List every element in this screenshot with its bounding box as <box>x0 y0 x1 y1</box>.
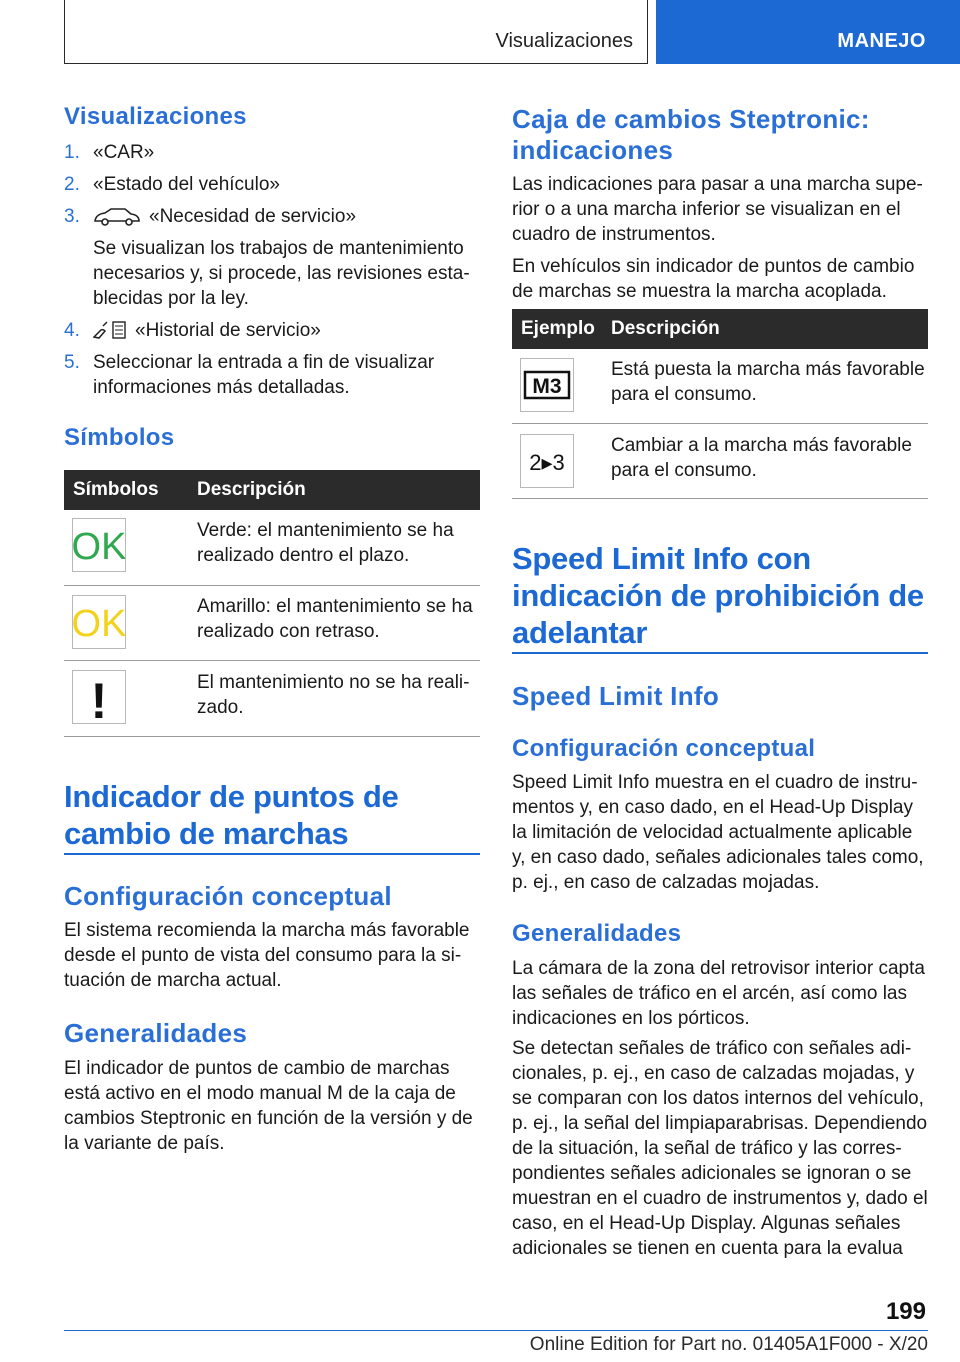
config-text: El sistema recomienda la marcha más favorable desde el punto de vista del consumo para la situación de marcha actual. <box>64 920 470 991</box>
table-cell-description: Verde: el mantenimiento se ha realizado dentro el plazo. <box>197 520 454 566</box>
svg-text:!: ! <box>90 673 108 723</box>
speed-limit-subheading: Speed Limit Info <box>512 681 720 711</box>
config-heading: Configuración conceptual <box>512 735 816 762</box>
caja-paragraph-2: En vehículos sin indicador de puntos de cambio de marchas se muestra la marcha acoplada. <box>512 256 915 302</box>
heading-rule <box>512 652 928 654</box>
config-text: Speed Limit Info muestra en el cuadro de instrumentos y, en caso dado, en el Head-Up Display la limitación de velocidad actualmente aplicable y, en caso dado, señales adicionales tales como, p. ej., en caso de calzadas mojadas. <box>512 772 924 893</box>
ok-green-icon <box>72 518 126 572</box>
table-divider <box>64 660 480 661</box>
footer-edition: Online Edition for Part no. 01405A1F000 - X/20 <box>529 1334 928 1355</box>
svg-text:OK: OK <box>73 526 125 568</box>
generalidades-heading: Generalidades <box>512 920 682 947</box>
generalidades-heading: Generalidades <box>64 1018 248 1048</box>
generalidades-paragraph-1: La cámara de la zona del retrovisor interior capta las señales de tráfico en el arcén, así como las indicaciones en los pórticos. <box>512 958 925 1029</box>
svg-text:OK: OK <box>73 603 125 645</box>
simbolos-table-header: Símbolos Descripción <box>64 470 480 510</box>
svg-text:M3: M3 <box>532 375 562 398</box>
page-number: 199 <box>885 1298 926 1325</box>
table-cell-description: El mantenimiento no se ha realizado. <box>197 672 470 718</box>
table-divider <box>512 423 928 424</box>
section-title: Visualizaciones <box>495 30 633 52</box>
caja-heading: Caja de cambios Steptronic: indicaciones <box>512 104 870 165</box>
visualizaciones-heading: Visualizaciones <box>64 103 247 130</box>
speed-limit-heading: Speed Limit Info con indicación de prohibición de adelantar <box>512 541 924 650</box>
exclamation-icon <box>72 670 126 724</box>
gear-shift-2-3-icon <box>520 434 574 488</box>
header-box <box>64 0 648 64</box>
chapter-tab[interactable] <box>656 0 960 64</box>
table-divider <box>64 585 480 586</box>
table-cell-description: Amarillo: el mantenimiento se ha realizado con retraso. <box>197 596 473 642</box>
config-heading: Configuración conceptual <box>64 881 392 911</box>
svg-text:2▸3: 2▸3 <box>529 450 565 475</box>
caja-paragraph-1: Las indicaciones para pasar a una marcha superior o a una marcha inferior se visualizan en el cuadro de instrumentos. <box>512 174 923 245</box>
service-history-icon <box>93 320 127 340</box>
table-divider <box>512 498 928 499</box>
simbolos-heading: Símbolos <box>64 424 175 451</box>
car-service-icon <box>93 206 141 226</box>
chapter-tab-label: MANEJO <box>837 30 926 52</box>
heading-rule <box>64 853 480 855</box>
generalidades-paragraph-2: Se detectan señales de tráfico con señales adicionales, p. ej., en caso de calzadas mojadas, y se comparan con los datos internos del vehículo, p. ej., la señal del limpiaparabrisas. Dependiendo de la situación, la señal de tráfico y las correspondientes señales adicionales se ignoran o se muestran en el cuadro de instrumentos y, dado el caso, en el Head-Up Display. Algunas señales adicionales se tienen en cuenta para la evalua <box>512 1038 928 1259</box>
ejemplo-table-header: Ejemplo Descripción <box>512 309 928 349</box>
generalidades-text: El indicador de puntos de cambio de marchas está activo en el modo manual M de la caja de cambios Steptronic en función de la versión y de la variante de país. <box>64 1058 473 1154</box>
table-divider <box>64 736 480 737</box>
table-cell-description: Está puesta la marcha más favorable para el consumo. <box>611 359 925 405</box>
footer-rule <box>64 1330 928 1331</box>
ok-yellow-icon <box>72 595 126 649</box>
table-cell-description: Cambiar a la marcha más favorable para el consumo. <box>611 435 912 481</box>
gear-m3-icon <box>520 358 574 412</box>
indicador-heading: Indicador de puntos de cambio de marchas <box>64 779 399 851</box>
